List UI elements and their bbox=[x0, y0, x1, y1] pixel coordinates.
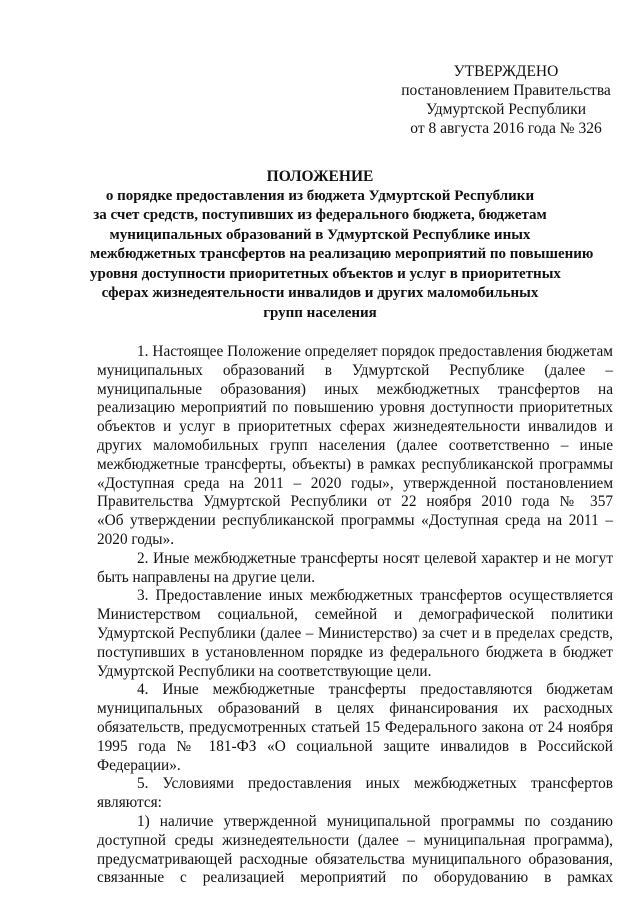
title-line: о порядке предоставления из бюджета Удмуртской Республики bbox=[105, 187, 535, 204]
text-line: муниципальных образований в целях финансирования их расходных bbox=[97, 700, 613, 718]
text-line: предусматривающей расходные обязательства муниципального образования, bbox=[97, 850, 613, 868]
title-line: уровня доступности приоритетных объектов и услуг в приоритетных bbox=[90, 265, 561, 282]
text-line: других маломобильных групп населения (далее соответственно – иные bbox=[97, 436, 613, 454]
paragraph-5-item-1 bbox=[97, 813, 613, 888]
text-line: «Об утверждении республиканской программы «Доступная среда на 2011 – bbox=[97, 512, 613, 530]
text-line: являются: bbox=[97, 794, 162, 812]
text-line: «Доступная среда на 2011 – 2020 годы», утвержденной постановлением bbox=[97, 474, 613, 492]
text-line: реализацию мероприятий по повышению уровня доступности приоритетных bbox=[97, 399, 613, 417]
text-line: обязательств, предусмотренных статьей 15 Федерального закона от 24 ноября bbox=[97, 718, 613, 736]
paragraph-5 bbox=[97, 775, 613, 813]
approval-line-3: от 8 августа 2016 года № 326 bbox=[410, 120, 602, 137]
text-line: Министерством социальной, семейной и демографической политики bbox=[97, 606, 613, 624]
title-line: муниципальных образований в Удмуртской Республике иных bbox=[109, 226, 531, 243]
approval-stamp-block bbox=[396, 62, 616, 138]
paragraph-3 bbox=[97, 587, 613, 681]
text-line: 2. Иные межбюджетные трансферты носят целевой характер и не могут bbox=[137, 549, 613, 567]
text-line: Федерации». bbox=[97, 756, 181, 774]
text-line: 2020 годы». bbox=[97, 530, 175, 548]
paragraph-4 bbox=[97, 681, 613, 775]
text-line: 1) наличие утвержденной муниципальной программы по созданию bbox=[137, 812, 613, 830]
text-line: муниципальных образований в Удмуртской Республике (далее – bbox=[97, 361, 613, 379]
text-line: 4. Иные межбюджетные трансферты предоставляются бюджетам bbox=[137, 681, 613, 699]
paragraph-2 bbox=[97, 550, 613, 588]
approval-heading: УТВЕРЖДЕНО bbox=[453, 63, 559, 80]
text-line: быть направлены на другие цели. bbox=[97, 568, 316, 586]
text-line: доступной среды жизнедеятельности (далее – муниципальная программа), bbox=[97, 831, 613, 849]
approval-line-2: Удмуртской Республики bbox=[425, 101, 587, 118]
title-heading: ПОЛОЖЕНИЕ bbox=[266, 168, 374, 185]
text-line: поступивших в установленном порядке из федерального бюджета в бюджет bbox=[97, 643, 613, 661]
text-line: 1. Настоящее Положение определяет порядок предоставления бюджетам bbox=[137, 343, 613, 360]
document-title bbox=[90, 167, 594, 323]
text-line: муниципальные образования) иных межбюджетных трансфертов на bbox=[97, 380, 613, 398]
text-line: 5. Условиями предоставления иных межбюджетных трансфертов bbox=[137, 775, 613, 793]
title-line: сферах жизнедеятельности инвалидов и других маломобильных bbox=[101, 285, 539, 301]
text-line: 1995 года № 181-ФЗ «О социальной защите инвалидов в Российской bbox=[97, 737, 613, 755]
title-line: групп населения bbox=[263, 304, 377, 321]
text-line: Удмуртской Республики на соответствующие цели. bbox=[97, 662, 432, 680]
title-line: за счет средств, поступивших из федерального бюджета, бюджетам bbox=[93, 207, 547, 223]
approval-line-1: постановлением Правительства bbox=[401, 82, 611, 99]
document-body bbox=[97, 343, 613, 888]
text-line: объектов и услуг в приоритетных сферах жизнедеятельности инвалидов и bbox=[97, 418, 613, 436]
title-line: межбюджетных трансфертов на реализацию мероприятий по повышению bbox=[90, 246, 594, 262]
text-line: связанные с реализацией мероприятий по оборудованию в рамках bbox=[97, 869, 613, 887]
paragraph-1 bbox=[97, 343, 613, 550]
text-line: межбюджетные трансферты, объекты) в рамках республиканской программы bbox=[97, 455, 613, 473]
text-line: Удмуртской Республики (далее – Министерство) за счет и в пределах средств, bbox=[97, 624, 613, 642]
text-line: 3. Предоставление иных межбюджетных трансфертов осуществляется bbox=[137, 587, 613, 605]
text-line: Правительства Удмуртской Республики от 22 ноября 2010 года № 357 bbox=[97, 493, 613, 511]
